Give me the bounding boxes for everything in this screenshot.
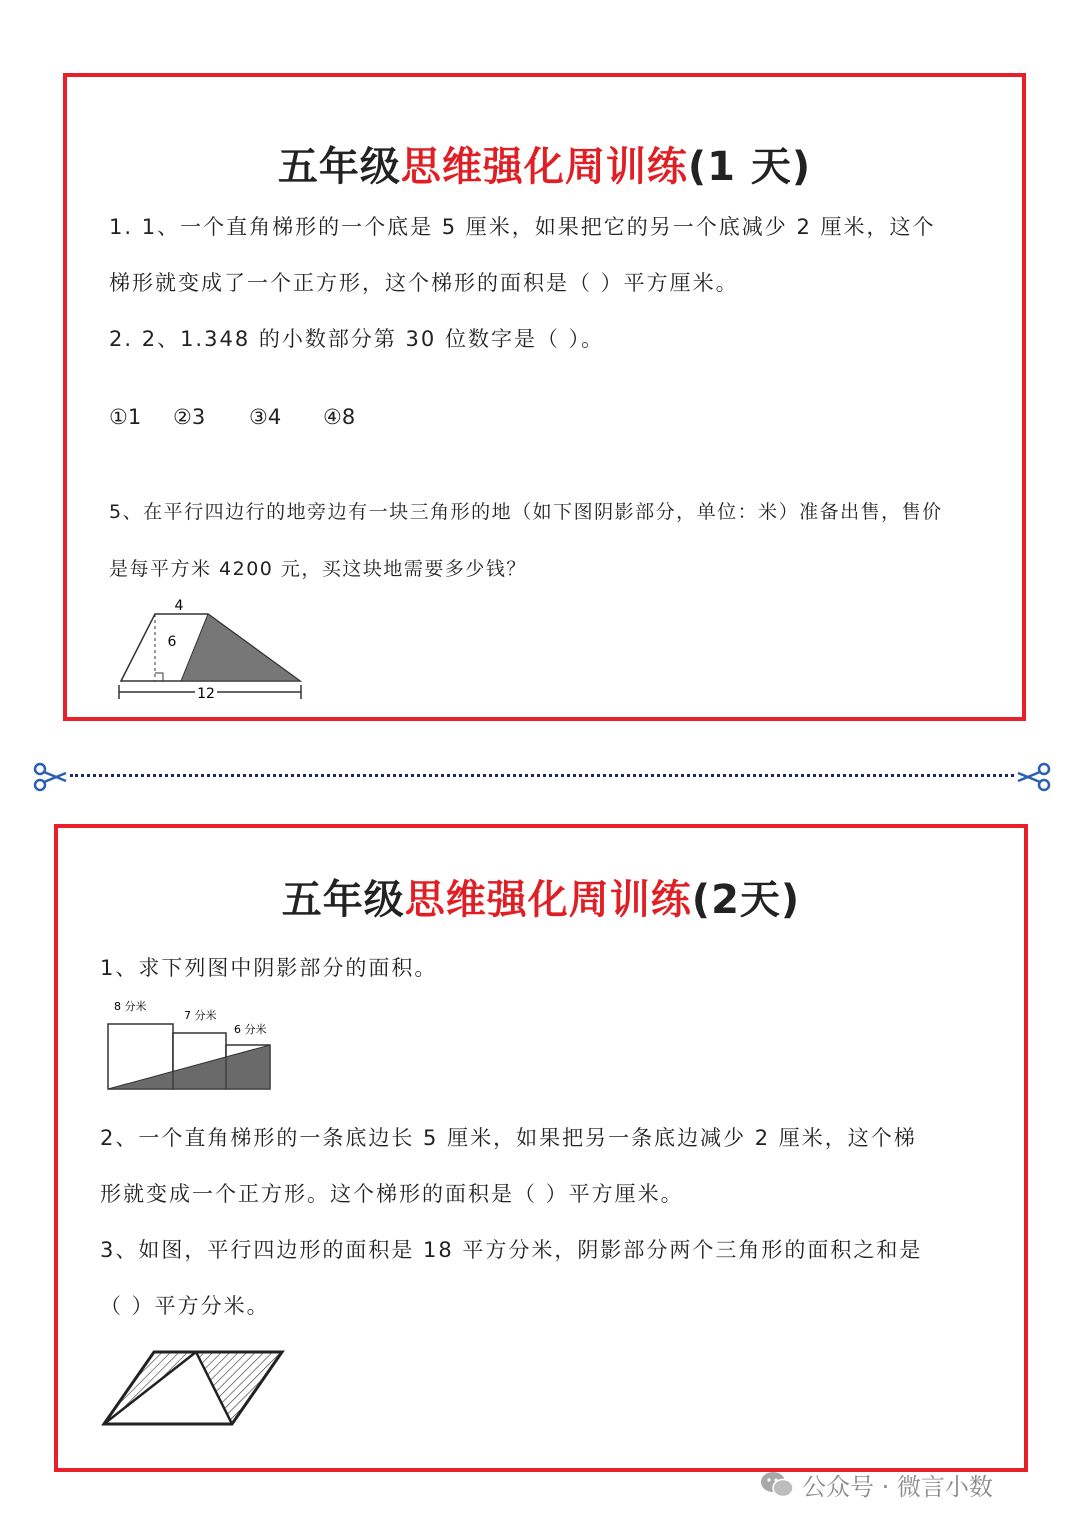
- height-label: 6: [167, 634, 177, 650]
- watermark-text: 公众号 · 微言小数: [802, 1473, 993, 1501]
- day2-q3-line2: （ ）平方分米。: [100, 1294, 270, 1318]
- day1-q2-option-3: ③4: [249, 405, 282, 429]
- day2-q1-line1: 1、求下列图中阴影部分的面积。: [100, 956, 438, 980]
- day2-parallelogram-figure: [100, 1346, 290, 1430]
- day2-q2-line1: 2、一个直角梯形的一条底边长 5 厘米，如果把另一条底边减少 2 厘米，这个梯: [100, 1126, 917, 1150]
- day2-card: [54, 824, 1028, 1472]
- label-7: 7 分米: [184, 1009, 217, 1022]
- watermark: [760, 1467, 993, 1502]
- day2-title: [58, 868, 1024, 925]
- label-8: 8 分米: [114, 1000, 147, 1013]
- day1-title-black: 五年级: [277, 144, 401, 190]
- day1-card: [63, 73, 1026, 721]
- top-label: 4: [174, 598, 184, 614]
- scissors-icon-right: [1016, 761, 1052, 793]
- day2-squares-figure: [104, 998, 284, 1098]
- day2-q2-line2: 形就变成一个正方形。这个梯形的面积是（ ）平方厘米。: [100, 1182, 684, 1206]
- day1-title: [67, 135, 1022, 192]
- day1-title-red: 思维强化周训练: [400, 144, 688, 190]
- day2-title-black: 五年级: [281, 877, 405, 923]
- day2-q3-line1: 3、如图，平行四边形的面积是 18 平方分米，阴影部分两个三角形的面积之和是: [100, 1238, 923, 1262]
- day1-q2-option-4: ④8: [323, 405, 356, 429]
- scissors-icon-left: [32, 761, 68, 793]
- label-6: 6 分米: [234, 1023, 267, 1036]
- day1-q2-option-1: ①1: [109, 405, 142, 429]
- day1-q1-line2: 梯形就变成了一个正方形，这个梯形的面积是（ ）平方厘米。: [109, 271, 739, 295]
- day2-title-suffix: (2天): [691, 877, 801, 923]
- day1-trapezoid-figure: [113, 596, 313, 706]
- day1-q5-line1: 5、在平行四边行的地旁边有一块三角形的地（如下图阴影部分，单位：米）准备出售，售价: [109, 501, 943, 523]
- day1-q2-line1: 2. 2、1.348 的小数部分第 30 位数字是（ ）。: [109, 327, 605, 351]
- wechat-icon: [760, 1471, 794, 1499]
- dotted-divider: [70, 774, 1014, 777]
- base-label: 12: [197, 686, 215, 702]
- day1-q5-line2: 是每平方米 4200 元，买这块地需要多少钱？: [109, 558, 527, 580]
- day1-q1-line1: 1. 1、一个直角梯形的一个底是 5 厘米，如果把它的另一个底减少 2 厘米，这个: [109, 215, 936, 239]
- day1-title-suffix: (1 天): [687, 144, 812, 190]
- day1-q2-option-2: ②3: [173, 405, 206, 429]
- cut-line: [32, 757, 1052, 797]
- day2-title-red: 思维强化周训练: [404, 877, 692, 923]
